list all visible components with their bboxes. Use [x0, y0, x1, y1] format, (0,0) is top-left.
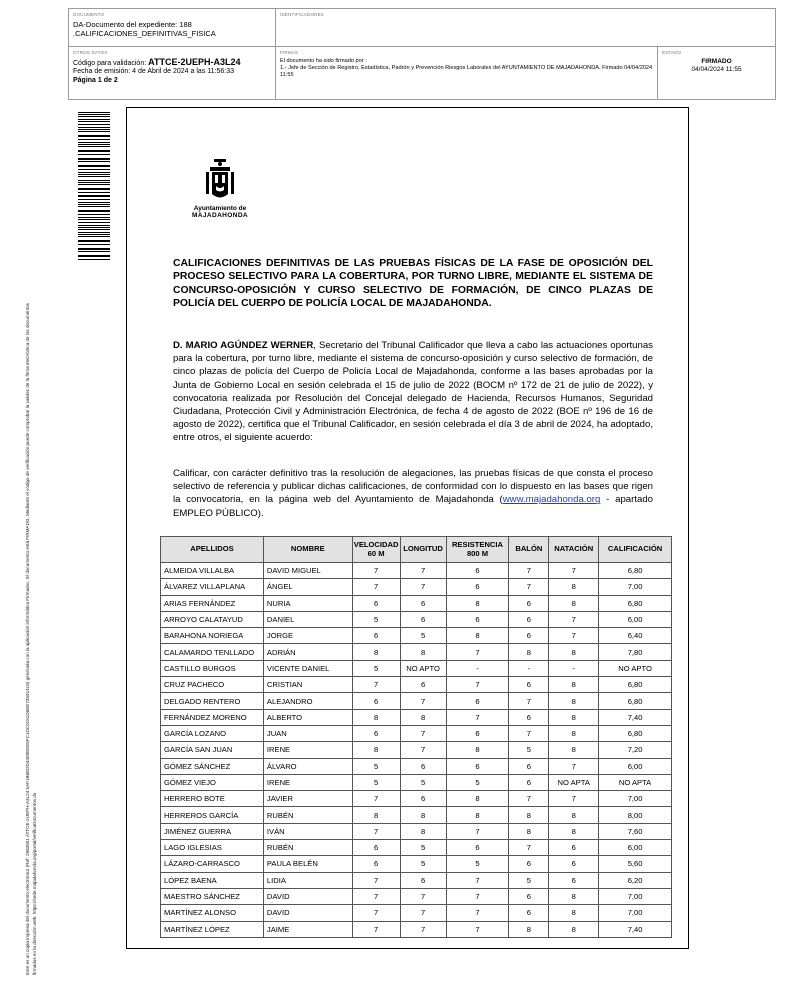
identificadores-cell [276, 9, 775, 47]
table-row [161, 905, 672, 921]
secretary-name: D. MARIO AGÚNDEZ WERNER [173, 340, 314, 351]
table-cell: 5 [352, 611, 400, 627]
table-cell: JAVIER [263, 791, 352, 807]
table-cell: 7 [509, 840, 549, 856]
table-cell: 6 [352, 725, 400, 741]
table-cell: GARCÍA LOZANO [161, 725, 264, 741]
table-cell: MARTÍNEZ LÓPEZ [161, 921, 264, 937]
ayuntamiento-logo [185, 158, 255, 219]
coat-of-arms-icon [204, 158, 236, 202]
table-cell: ALMEIDA VILLALBA [161, 563, 264, 579]
table-cell: 6 [509, 758, 549, 774]
table-cell: 7,00 [599, 791, 672, 807]
table-cell: 7 [352, 677, 400, 693]
table-cell: 7 [509, 563, 549, 579]
documento-line1: DA-Documento del expediente: 188 [73, 20, 192, 29]
table-cell: 6,80 [599, 677, 672, 693]
table-cell: CRISTIAN [263, 677, 352, 693]
table-cell: 7 [446, 872, 509, 888]
table-cell: 6 [509, 611, 549, 627]
table-row [161, 644, 672, 660]
estado-date: 04/04/2024 11:55 [691, 66, 742, 73]
table-cell: 6,80 [599, 693, 672, 709]
table-row [161, 579, 672, 595]
table-cell: 8 [549, 742, 599, 758]
table-cell: 6,20 [599, 872, 672, 888]
table-cell: 7,20 [599, 742, 672, 758]
pagina: Página 1 de 2 [73, 76, 118, 84]
barcode-bar [78, 124, 110, 125]
firmas-line2: 1.- Jefe de Sección de Registro, Estadística, Padrón y Prevención Riesgos Laborales del AYUNTAMIENTO DE MAJADAHONDA. Firmado 04/04/2024 11:55 [280, 65, 653, 78]
table-cell: 5 [446, 774, 509, 790]
table-cell: LAGO IGLESIAS [161, 840, 264, 856]
table-cell: 8 [352, 807, 400, 823]
table-cell: 6 [446, 611, 509, 627]
table-cell: 5 [400, 628, 446, 644]
table-cell: 6 [446, 693, 509, 709]
table-row [161, 628, 672, 644]
table-cell: 6 [352, 840, 400, 856]
barcode-bar [78, 169, 110, 170]
table-cell: 7,00 [599, 888, 672, 904]
table-cell: VICENTE DANIEL [263, 660, 352, 676]
table-row [161, 807, 672, 823]
barcode-bar [78, 210, 110, 211]
table-cell: 5,60 [599, 856, 672, 872]
table-cell: 7 [400, 579, 446, 595]
table-cell: 7 [549, 611, 599, 627]
column-header: APELLIDOS [161, 537, 264, 563]
table-cell: HERREROS GARCÍA [161, 807, 264, 823]
table-cell: IRENE [263, 742, 352, 758]
table-row [161, 595, 672, 611]
table-cell: 5 [352, 660, 400, 676]
table-cell: 6,00 [599, 758, 672, 774]
table-cell: 6 [509, 905, 549, 921]
table-cell: 8 [549, 725, 599, 741]
barcode-bar [78, 144, 110, 145]
table-cell: MAESTRO SÁNCHEZ [161, 888, 264, 904]
codigo-label: Código para validación: [73, 60, 147, 67]
table-cell: 7,40 [599, 921, 672, 937]
table-cell: 7 [400, 888, 446, 904]
table-cell: NO APTO [400, 660, 446, 676]
table-cell: 6 [549, 840, 599, 856]
table-cell: 8 [400, 823, 446, 839]
table-cell: 7 [446, 823, 509, 839]
table-cell: ALBERTO [263, 709, 352, 725]
table-cell: 8 [549, 709, 599, 725]
table-cell: 6 [509, 856, 549, 872]
table-cell: 6 [352, 595, 400, 611]
table-row [161, 791, 672, 807]
table-cell: 6 [549, 872, 599, 888]
table-cell: 7 [446, 709, 509, 725]
barcode-bar [78, 225, 110, 226]
table-cell: 6 [400, 611, 446, 627]
table-cell: 6 [509, 677, 549, 693]
table-cell: ADRIÁN [263, 644, 352, 660]
table-cell: 7 [549, 758, 599, 774]
barcode-bar [78, 127, 110, 128]
table-cell: 7 [549, 791, 599, 807]
table-cell: ÁLVAREZ VILLAPLANA [161, 579, 264, 595]
barcode-bar [78, 161, 110, 162]
table-cell: 6,40 [599, 628, 672, 644]
table-cell: DAVID [263, 905, 352, 921]
table-cell: DELGADO RENTERO [161, 693, 264, 709]
table-cell: 5 [400, 774, 446, 790]
table-cell: GÓMEZ VIEJO [161, 774, 264, 790]
document-header [68, 8, 776, 100]
firmas-label: FIRMAS [280, 50, 299, 55]
table-cell: ÁLVARO [263, 758, 352, 774]
barcode-bar [78, 241, 110, 242]
table-cell: - [446, 660, 509, 676]
table-cell: 5 [352, 758, 400, 774]
table-cell: 7,60 [599, 823, 672, 839]
table-row [161, 725, 672, 741]
table-cell: LÁZARO-CARRASCO [161, 856, 264, 872]
barcode [78, 112, 110, 262]
documento-cell [69, 9, 276, 47]
table-row [161, 660, 672, 676]
table-cell: 7 [549, 628, 599, 644]
agreement-paragraph [173, 467, 653, 520]
table-cell: 5 [400, 856, 446, 872]
table-cell: 8 [352, 742, 400, 758]
fecha-emision: Fecha de emisión: 4 de Abril de 2024 a las 11:56:33 [73, 68, 234, 76]
table-cell: 6 [446, 758, 509, 774]
table-cell: 6 [446, 579, 509, 595]
column-header: VELOCIDAD 60 M [352, 537, 400, 563]
table-cell: 8 [549, 693, 599, 709]
table-cell: JUAN [263, 725, 352, 741]
table-cell: 7 [400, 921, 446, 937]
table-cell: NO APTO [599, 660, 672, 676]
barcode-bar [78, 202, 110, 203]
logo-line2: MAJADAHONDA [191, 212, 249, 219]
table-cell: 8 [400, 807, 446, 823]
table-cell: GARCÍA SAN JUAN [161, 742, 264, 758]
documento-label: DOCUMENTO [73, 12, 105, 17]
table-cell: CALAMARDO TENLLADO [161, 644, 264, 660]
table-cell: 6 [400, 595, 446, 611]
table-cell: 7 [352, 905, 400, 921]
firmas-line1: El documento ha sido firmado por : [280, 58, 367, 64]
barcode-bar [78, 240, 110, 241]
grades-table [160, 536, 672, 938]
table-cell: 6 [352, 628, 400, 644]
table-cell: 7 [352, 791, 400, 807]
majadahonda-link[interactable]: www.majadahonda.org [502, 494, 601, 506]
table-cell: FERNÁNDEZ MORENO [161, 709, 264, 725]
table-cell: 8 [352, 644, 400, 660]
table-cell: JAIME [263, 921, 352, 937]
logo-line1: Ayuntamiento de [193, 205, 247, 212]
table-row [161, 774, 672, 790]
table-cell: NO APTA [599, 774, 672, 790]
certification-paragraph [173, 339, 653, 445]
table-cell: 6 [446, 840, 509, 856]
table-header-row [161, 537, 672, 563]
table-cell: 5 [446, 856, 509, 872]
table-cell: CASTILLO BURGOS [161, 660, 264, 676]
document-title: CALIFICACIONES DEFINITIVAS DE LAS PRUEBAS FÍSICAS DE LA FASE DE OPOSICIÓN DEL PROCESO SELECTIVO PARA LA COBERTURA, POR TURNO LIBRE, MEDIANTE EL SISTEMA DE CONCURSO-OPOSICIÓN Y CURSO SELECTIVO DE FORMACIÓN, DE CINCO PLAZAS DE POLICÍA DEL CUERPO DE POLICÍA LOCAL DE MAJADAHONDA. [173, 258, 653, 310]
table-cell: NO APTA [549, 774, 599, 790]
table-cell: 6 [509, 774, 549, 790]
table-cell: 8 [400, 644, 446, 660]
table-cell: 8 [446, 807, 509, 823]
table-cell: 8 [549, 677, 599, 693]
table-row [161, 888, 672, 904]
table-cell: 6 [509, 888, 549, 904]
table-cell: DAVID MIGUEL [263, 563, 352, 579]
table-cell: 6 [509, 709, 549, 725]
table-cell: 7 [446, 644, 509, 660]
otros-datos-cell [69, 47, 276, 99]
codigo-value: ATTCE-2UEPH-A3L24 [148, 57, 241, 67]
barcode-bar [78, 255, 110, 256]
agreement-tail: - apartado EMPLEO PÚBLICO). [173, 494, 653, 519]
table-row [161, 709, 672, 725]
table-cell: LÓPEZ BAENA [161, 872, 264, 888]
table-cell: 8 [352, 709, 400, 725]
column-header: LONGITUD [400, 537, 446, 563]
table-row [161, 742, 672, 758]
table-cell: 8 [446, 595, 509, 611]
table-cell: 7 [352, 579, 400, 595]
table-cell: 8 [549, 921, 599, 937]
table-cell: 5 [400, 840, 446, 856]
table-cell: 5 [352, 774, 400, 790]
table-cell: 8,00 [599, 807, 672, 823]
table-row [161, 563, 672, 579]
barcode-bar [78, 211, 110, 212]
barcode-bar [78, 176, 110, 177]
table-cell: 8 [549, 579, 599, 595]
table-row [161, 856, 672, 872]
documento-line2: .CALIFICACIONES_DEFINITIVAS_FISICA [73, 29, 216, 38]
table-cell: IVÁN [263, 823, 352, 839]
table-cell: 7 [509, 791, 549, 807]
table-cell: 7 [352, 888, 400, 904]
barcode-bar [78, 232, 110, 233]
table-cell: 8 [549, 823, 599, 839]
table-cell: 7 [509, 579, 549, 595]
table-cell: 6 [400, 872, 446, 888]
table-row [161, 872, 672, 888]
column-header: BALÓN [509, 537, 549, 563]
table-cell: GÓMEZ SÁNCHEZ [161, 758, 264, 774]
table-cell: BARAHONA NORIEGA [161, 628, 264, 644]
agreement-text: Calificar, con carácter definitivo tras la resolución de alegaciones, las pruebas físicas de que consta el proceso selectivo de referencia y publicar dichas calificaciones, de conformidad con lo dispuesto en las bases que rigen la convocatoria, en la página web del Ayuntamiento de Majadahonda ( [173, 468, 653, 506]
table-cell: 7 [446, 888, 509, 904]
table-cell: 7 [446, 905, 509, 921]
column-header: NOMBRE [263, 537, 352, 563]
table-row [161, 693, 672, 709]
table-cell: DAVID [263, 888, 352, 904]
table-cell: 8 [549, 644, 599, 660]
certification-text: , Secretario del Tribunal Calificador que lleva a cabo las actuaciones oportunas para la cobertura, por turno libre, mediante el sistema de concurso-oposición y curso selectivo de formación, de cinco plazas de policía del Cuerpo de Policía Local de Majadahonda, conforme a las bases aprobadas por la Junta de Gobierno Local en sesión celebrada el 15 de julio de 2022 (BOCM nº 172 de 21 de julio de 2022), y convocatoria realizada por Resolución del Concejal delegado de Hacienda, Recursos Humanos, Seguridad Ciudadana, Protección Civil y Administración Electrónica, de fecha 4 de agosto de 2022 (BOE nº 196 de 16 de agosto de 2022), certifica que el Tribunal Calificador, en sesión celebrada el día 3 de abril de 2024, ha adoptado, entre otros, el siguiente acuerdo: [173, 340, 653, 444]
table-cell: 7 [509, 693, 549, 709]
otros-label: OTROS DATOS [73, 50, 108, 55]
table-row [161, 823, 672, 839]
table-cell: 6 [400, 791, 446, 807]
table-cell: PAULA BELÉN [263, 856, 352, 872]
table-cell: 5 [509, 872, 549, 888]
identificadores-label: IDENTIFICADORES [280, 12, 325, 17]
table-cell: CRUZ PACHECO [161, 677, 264, 693]
table-body [161, 563, 672, 938]
table-cell: 6 [549, 856, 599, 872]
table-row [161, 677, 672, 693]
firmas-cell [276, 47, 658, 99]
table-cell: LIDIA [263, 872, 352, 888]
side-verification-text: Este es un copia impresa del documento electrónico (Ref: 2983551 ATTCE-2UEPH-A3L24 5AF1B6EDD4409EEE5FC1DC0151D6EE73591418) generada con la aplicación informática Firmadoc. El documento está FIRMADO. Mediante el código de verificación puede comprobar la validez de la firma electrónica de los documentos firmados en la dirección web: https://sede.majadahonda.org/portal/verificaDocumentos.do [25, 303, 37, 975]
table-row [161, 921, 672, 937]
table-cell: 7 [400, 563, 446, 579]
table-cell: 6 [509, 595, 549, 611]
table-cell: 7 [352, 563, 400, 579]
table-row [161, 840, 672, 856]
table-cell: 7 [352, 872, 400, 888]
table-cell: IRENE [263, 774, 352, 790]
table-cell: 6 [352, 856, 400, 872]
table-cell: DANIEL [263, 611, 352, 627]
table-cell: 7 [509, 725, 549, 741]
estado-label: ESTADO [662, 50, 682, 55]
barcode-bar [78, 249, 110, 250]
table-cell: - [509, 660, 549, 676]
column-header: RESISTENCIA 800 M [446, 537, 509, 563]
table-cell: - [549, 660, 599, 676]
table-cell: 7 [549, 563, 599, 579]
estado-cell [658, 47, 775, 99]
table-cell: 6 [400, 677, 446, 693]
table-cell: 7,00 [599, 579, 672, 595]
table-cell: 5 [509, 742, 549, 758]
table-cell: 8 [549, 905, 599, 921]
table-cell: 7 [400, 693, 446, 709]
table-cell: 8 [549, 595, 599, 611]
table-cell: ÁNGEL [263, 579, 352, 595]
barcode-bar [78, 172, 110, 173]
barcode-bar [78, 189, 110, 190]
table-cell: RUBÉN [263, 840, 352, 856]
table-cell: 7 [352, 823, 400, 839]
table-cell: 6,00 [599, 840, 672, 856]
table-cell: 7,00 [599, 905, 672, 921]
table-cell: 8 [549, 807, 599, 823]
table-cell: 8 [509, 823, 549, 839]
barcode-bar [78, 184, 110, 185]
table-cell: 6 [446, 563, 509, 579]
table-cell: 8 [549, 888, 599, 904]
table-cell: 8 [446, 742, 509, 758]
table-cell: 6,00 [599, 611, 672, 627]
table-cell: 7 [400, 725, 446, 741]
table-cell: 7 [446, 677, 509, 693]
barcode-bar [78, 154, 110, 155]
table-cell: 7 [400, 905, 446, 921]
table-cell: 6 [509, 628, 549, 644]
table-cell: 7 [400, 742, 446, 758]
table-row [161, 611, 672, 627]
column-header: NATACIÓN [549, 537, 599, 563]
table-cell: 6 [400, 758, 446, 774]
table-cell: 7,80 [599, 644, 672, 660]
table-cell: ARROYO CALATAYUD [161, 611, 264, 627]
table-cell: 6 [352, 693, 400, 709]
table-cell: 6,80 [599, 595, 672, 611]
estado-value: FIRMADO [701, 58, 732, 65]
barcode-bar [78, 136, 110, 137]
table-cell: JORGE [263, 628, 352, 644]
table-cell: ARIAS FERNÁNDEZ [161, 595, 264, 611]
table-cell: NURIA [263, 595, 352, 611]
table-row [161, 758, 672, 774]
table-cell: 8 [400, 709, 446, 725]
barcode-bar [78, 219, 110, 220]
table-cell: 8 [509, 644, 549, 660]
table-cell: 8 [446, 628, 509, 644]
table-cell: 8 [446, 791, 509, 807]
table-cell: ALEJANDRO [263, 693, 352, 709]
table-cell: HERRERO BOTE [161, 791, 264, 807]
table-cell: 7 [446, 921, 509, 937]
table-cell: 6,80 [599, 725, 672, 741]
column-header: CALIFICACIÓN [599, 537, 672, 563]
barcode-bar [78, 139, 110, 140]
barcode-bar [78, 119, 110, 120]
table-cell: 7 [352, 921, 400, 937]
barcode-bar [78, 151, 110, 152]
barcode-bar [78, 112, 110, 113]
table-cell: MARTÍNEZ ALONSO [161, 905, 264, 921]
table-cell: JIMÉNEZ GUERRA [161, 823, 264, 839]
table-cell: 6,80 [599, 563, 672, 579]
barcode-bar [78, 196, 110, 197]
table-cell: 8 [509, 921, 549, 937]
table-cell: 6 [446, 725, 509, 741]
table-cell: 7,40 [599, 709, 672, 725]
table-cell: RUBÉN [263, 807, 352, 823]
table-cell: 8 [509, 807, 549, 823]
